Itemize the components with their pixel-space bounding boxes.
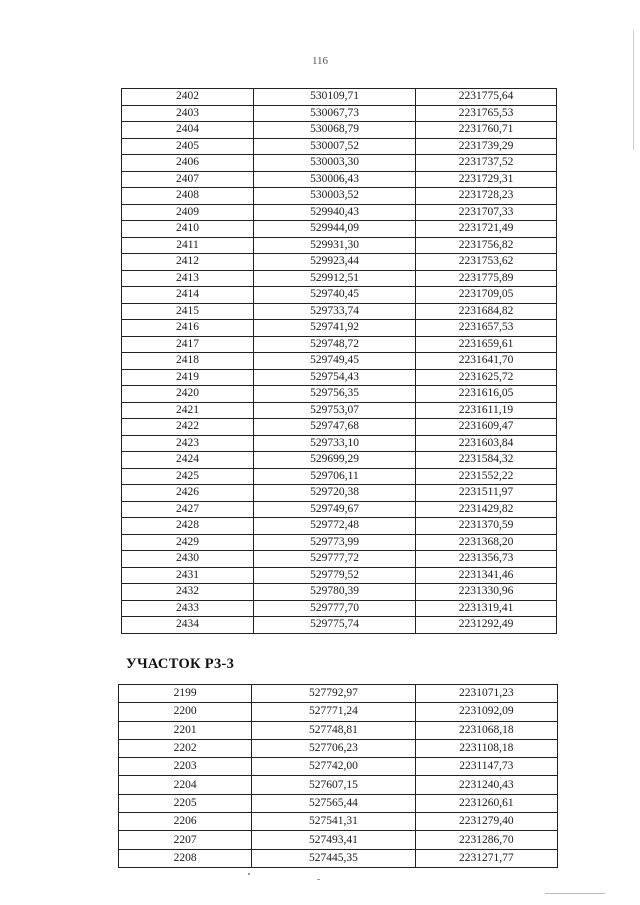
point-number-cell: 2404 [122, 122, 254, 139]
point-number-cell: 2203 [119, 758, 252, 776]
x-coordinate-cell: 527445,35 [252, 849, 415, 867]
y-coordinate-cell: 2231707,33 [416, 204, 557, 221]
point-number-cell: 2424 [122, 452, 254, 469]
point-number-cell: 2417 [122, 336, 254, 353]
y-coordinate-cell: 2231625,72 [416, 369, 557, 386]
y-coordinate-cell: 2231609,47 [416, 419, 557, 436]
table-row [119, 831, 558, 849]
point-number-cell: 2415 [122, 303, 254, 320]
table-row [119, 758, 558, 776]
point-number-cell: 2420 [122, 386, 254, 403]
table-row [122, 204, 557, 221]
x-coordinate-cell: 530068,79 [254, 122, 416, 139]
x-coordinate-cell: 529753,07 [254, 402, 416, 419]
table-row [119, 721, 558, 739]
x-coordinate-cell: 529773,99 [254, 534, 416, 551]
table-row [119, 849, 558, 867]
scan-artifact [317, 879, 320, 880]
point-number-cell: 2208 [119, 849, 252, 867]
y-coordinate-cell: 2231279,40 [415, 813, 557, 831]
table-row [119, 813, 558, 831]
y-coordinate-cell: 2231356,73 [416, 551, 557, 568]
y-coordinate-cell: 2231729,31 [416, 171, 557, 188]
x-coordinate-cell: 530007,52 [254, 138, 416, 155]
scan-artifact [633, 30, 634, 150]
table-row [122, 237, 557, 254]
y-coordinate-cell: 2231765,53 [416, 105, 557, 122]
x-coordinate-cell: 529741,92 [254, 320, 416, 337]
table-row [122, 600, 557, 617]
point-number-cell: 2409 [122, 204, 254, 221]
table-row [119, 776, 558, 794]
x-coordinate-cell: 527706,23 [252, 739, 415, 757]
y-coordinate-cell: 2231739,29 [416, 138, 557, 155]
coordinates-table-2-body [119, 685, 558, 868]
point-number-cell: 2406 [122, 155, 254, 172]
y-coordinate-cell: 2231760,71 [416, 122, 557, 139]
x-coordinate-cell: 529931,30 [254, 237, 416, 254]
point-number-cell: 2422 [122, 419, 254, 436]
table-row [122, 485, 557, 502]
y-coordinate-cell: 2231657,53 [416, 320, 557, 337]
x-coordinate-cell: 529777,72 [254, 551, 416, 568]
point-number-cell: 2408 [122, 188, 254, 205]
table-row [122, 584, 557, 601]
x-coordinate-cell: 529733,74 [254, 303, 416, 320]
point-number-cell: 2427 [122, 501, 254, 518]
x-coordinate-cell: 529779,52 [254, 567, 416, 584]
x-coordinate-cell: 529777,70 [254, 600, 416, 617]
x-coordinate-cell: 529706,11 [254, 468, 416, 485]
y-coordinate-cell: 2231071,23 [415, 685, 557, 703]
table-row [122, 89, 557, 106]
point-number-cell: 2412 [122, 254, 254, 271]
table-row [122, 171, 557, 188]
table-row [122, 452, 557, 469]
table-row [122, 287, 557, 304]
point-number-cell: 2402 [122, 89, 254, 106]
x-coordinate-cell: 529733,10 [254, 435, 416, 452]
x-coordinate-cell: 529748,72 [254, 336, 416, 353]
section-heading: УЧАСТОК Р3-3 [126, 656, 235, 672]
point-number-cell: 2416 [122, 320, 254, 337]
table-row [122, 617, 557, 634]
x-coordinate-cell: 529749,45 [254, 353, 416, 370]
point-number-cell: 2429 [122, 534, 254, 551]
point-number-cell: 2432 [122, 584, 254, 601]
point-number-cell: 2431 [122, 567, 254, 584]
table-row [122, 518, 557, 535]
table-row [122, 402, 557, 419]
table-row [122, 221, 557, 238]
x-coordinate-cell: 530006,43 [254, 171, 416, 188]
y-coordinate-cell: 2231511,97 [416, 485, 557, 502]
table-row [122, 155, 557, 172]
y-coordinate-cell: 2231092,09 [415, 703, 557, 721]
point-number-cell: 2199 [119, 685, 252, 703]
y-coordinate-cell: 2231370,59 [416, 518, 557, 535]
point-number-cell: 2434 [122, 617, 254, 634]
y-coordinate-cell: 2231641,70 [416, 353, 557, 370]
y-coordinate-cell: 2231756,82 [416, 237, 557, 254]
x-coordinate-cell: 529772,48 [254, 518, 416, 535]
table-row [122, 353, 557, 370]
point-number-cell: 2419 [122, 369, 254, 386]
y-coordinate-cell: 2231611,19 [416, 402, 557, 419]
y-coordinate-cell: 2231429,82 [416, 501, 557, 518]
y-coordinate-cell: 2231068,18 [415, 721, 557, 739]
table-row [122, 534, 557, 551]
point-number-cell: 2414 [122, 287, 254, 304]
table-row [119, 794, 558, 812]
x-coordinate-cell: 530109,71 [254, 89, 416, 106]
point-number-cell: 2425 [122, 468, 254, 485]
table-row [122, 386, 557, 403]
point-number-cell: 2205 [119, 794, 252, 812]
x-coordinate-cell: 529747,68 [254, 419, 416, 436]
table-row [122, 138, 557, 155]
y-coordinate-cell: 2231616,05 [416, 386, 557, 403]
x-coordinate-cell: 530067,73 [254, 105, 416, 122]
y-coordinate-cell: 2231753,62 [416, 254, 557, 271]
point-number-cell: 2207 [119, 831, 252, 849]
table-row [119, 685, 558, 703]
point-number-cell: 2418 [122, 353, 254, 370]
table-row [122, 105, 557, 122]
y-coordinate-cell: 2231584,32 [416, 452, 557, 469]
y-coordinate-cell: 2231260,61 [415, 794, 557, 812]
x-coordinate-cell: 527742,00 [252, 758, 415, 776]
table-row [122, 468, 557, 485]
table-row [122, 501, 557, 518]
x-coordinate-cell: 527607,15 [252, 776, 415, 794]
y-coordinate-cell: 2231108,18 [415, 739, 557, 757]
table-row [122, 369, 557, 386]
point-number-cell: 2411 [122, 237, 254, 254]
coordinates-table-2 [118, 684, 558, 868]
y-coordinate-cell: 2231659,61 [416, 336, 557, 353]
point-number-cell: 2421 [122, 402, 254, 419]
table-row [122, 336, 557, 353]
point-number-cell: 2204 [119, 776, 252, 794]
x-coordinate-cell: 529720,38 [254, 485, 416, 502]
x-coordinate-cell: 529940,43 [254, 204, 416, 221]
scan-artifact [248, 873, 250, 875]
table-row [122, 551, 557, 568]
point-number-cell: 2200 [119, 703, 252, 721]
point-number-cell: 2201 [119, 721, 252, 739]
point-number-cell: 2428 [122, 518, 254, 535]
y-coordinate-cell: 2231319,41 [416, 600, 557, 617]
x-coordinate-cell: 529749,67 [254, 501, 416, 518]
point-number-cell: 2403 [122, 105, 254, 122]
page-number: 116 [311, 55, 329, 67]
y-coordinate-cell: 2231737,52 [416, 155, 557, 172]
x-coordinate-cell: 529912,51 [254, 270, 416, 287]
x-coordinate-cell: 527771,24 [252, 703, 415, 721]
y-coordinate-cell: 2231721,49 [416, 221, 557, 238]
y-coordinate-cell: 2231341,46 [416, 567, 557, 584]
coordinates-table-1-body [122, 89, 557, 634]
point-number-cell: 2206 [119, 813, 252, 831]
x-coordinate-cell: 527792,97 [252, 685, 415, 703]
table-row [119, 739, 558, 757]
point-number-cell: 2407 [122, 171, 254, 188]
table-row [122, 254, 557, 271]
table-row [122, 188, 557, 205]
x-coordinate-cell: 529756,35 [254, 386, 416, 403]
scan-artifact [545, 893, 605, 894]
y-coordinate-cell: 2231240,43 [415, 776, 557, 794]
y-coordinate-cell: 2231271,77 [415, 849, 557, 867]
point-number-cell: 2405 [122, 138, 254, 155]
x-coordinate-cell: 529740,45 [254, 287, 416, 304]
y-coordinate-cell: 2231728,23 [416, 188, 557, 205]
table-row [122, 270, 557, 287]
x-coordinate-cell: 529944,09 [254, 221, 416, 238]
y-coordinate-cell: 2231775,89 [416, 270, 557, 287]
table-row [122, 435, 557, 452]
x-coordinate-cell: 530003,30 [254, 155, 416, 172]
table-row [122, 567, 557, 584]
x-coordinate-cell: 529699,29 [254, 452, 416, 469]
y-coordinate-cell: 2231684,82 [416, 303, 557, 320]
point-number-cell: 2423 [122, 435, 254, 452]
y-coordinate-cell: 2231147,73 [415, 758, 557, 776]
coordinates-table-1 [121, 88, 557, 634]
table-row [122, 419, 557, 436]
x-coordinate-cell: 530003,52 [254, 188, 416, 205]
y-coordinate-cell: 2231292,49 [416, 617, 557, 634]
x-coordinate-cell: 529754,43 [254, 369, 416, 386]
table-row [122, 320, 557, 337]
table-row [119, 703, 558, 721]
point-number-cell: 2413 [122, 270, 254, 287]
x-coordinate-cell: 529775,74 [254, 617, 416, 634]
y-coordinate-cell: 2231603,84 [416, 435, 557, 452]
x-coordinate-cell: 527541,31 [252, 813, 415, 831]
y-coordinate-cell: 2231775,64 [416, 89, 557, 106]
y-coordinate-cell: 2231286,70 [415, 831, 557, 849]
x-coordinate-cell: 529923,44 [254, 254, 416, 271]
table-row [122, 122, 557, 139]
x-coordinate-cell: 529780,39 [254, 584, 416, 601]
y-coordinate-cell: 2231709,05 [416, 287, 557, 304]
x-coordinate-cell: 527565,44 [252, 794, 415, 812]
y-coordinate-cell: 2231368,20 [416, 534, 557, 551]
y-coordinate-cell: 2231552,22 [416, 468, 557, 485]
y-coordinate-cell: 2231330,96 [416, 584, 557, 601]
point-number-cell: 2426 [122, 485, 254, 502]
point-number-cell: 2202 [119, 739, 252, 757]
x-coordinate-cell: 527748,81 [252, 721, 415, 739]
point-number-cell: 2410 [122, 221, 254, 238]
table-row [122, 303, 557, 320]
x-coordinate-cell: 527493,41 [252, 831, 415, 849]
point-number-cell: 2433 [122, 600, 254, 617]
point-number-cell: 2430 [122, 551, 254, 568]
